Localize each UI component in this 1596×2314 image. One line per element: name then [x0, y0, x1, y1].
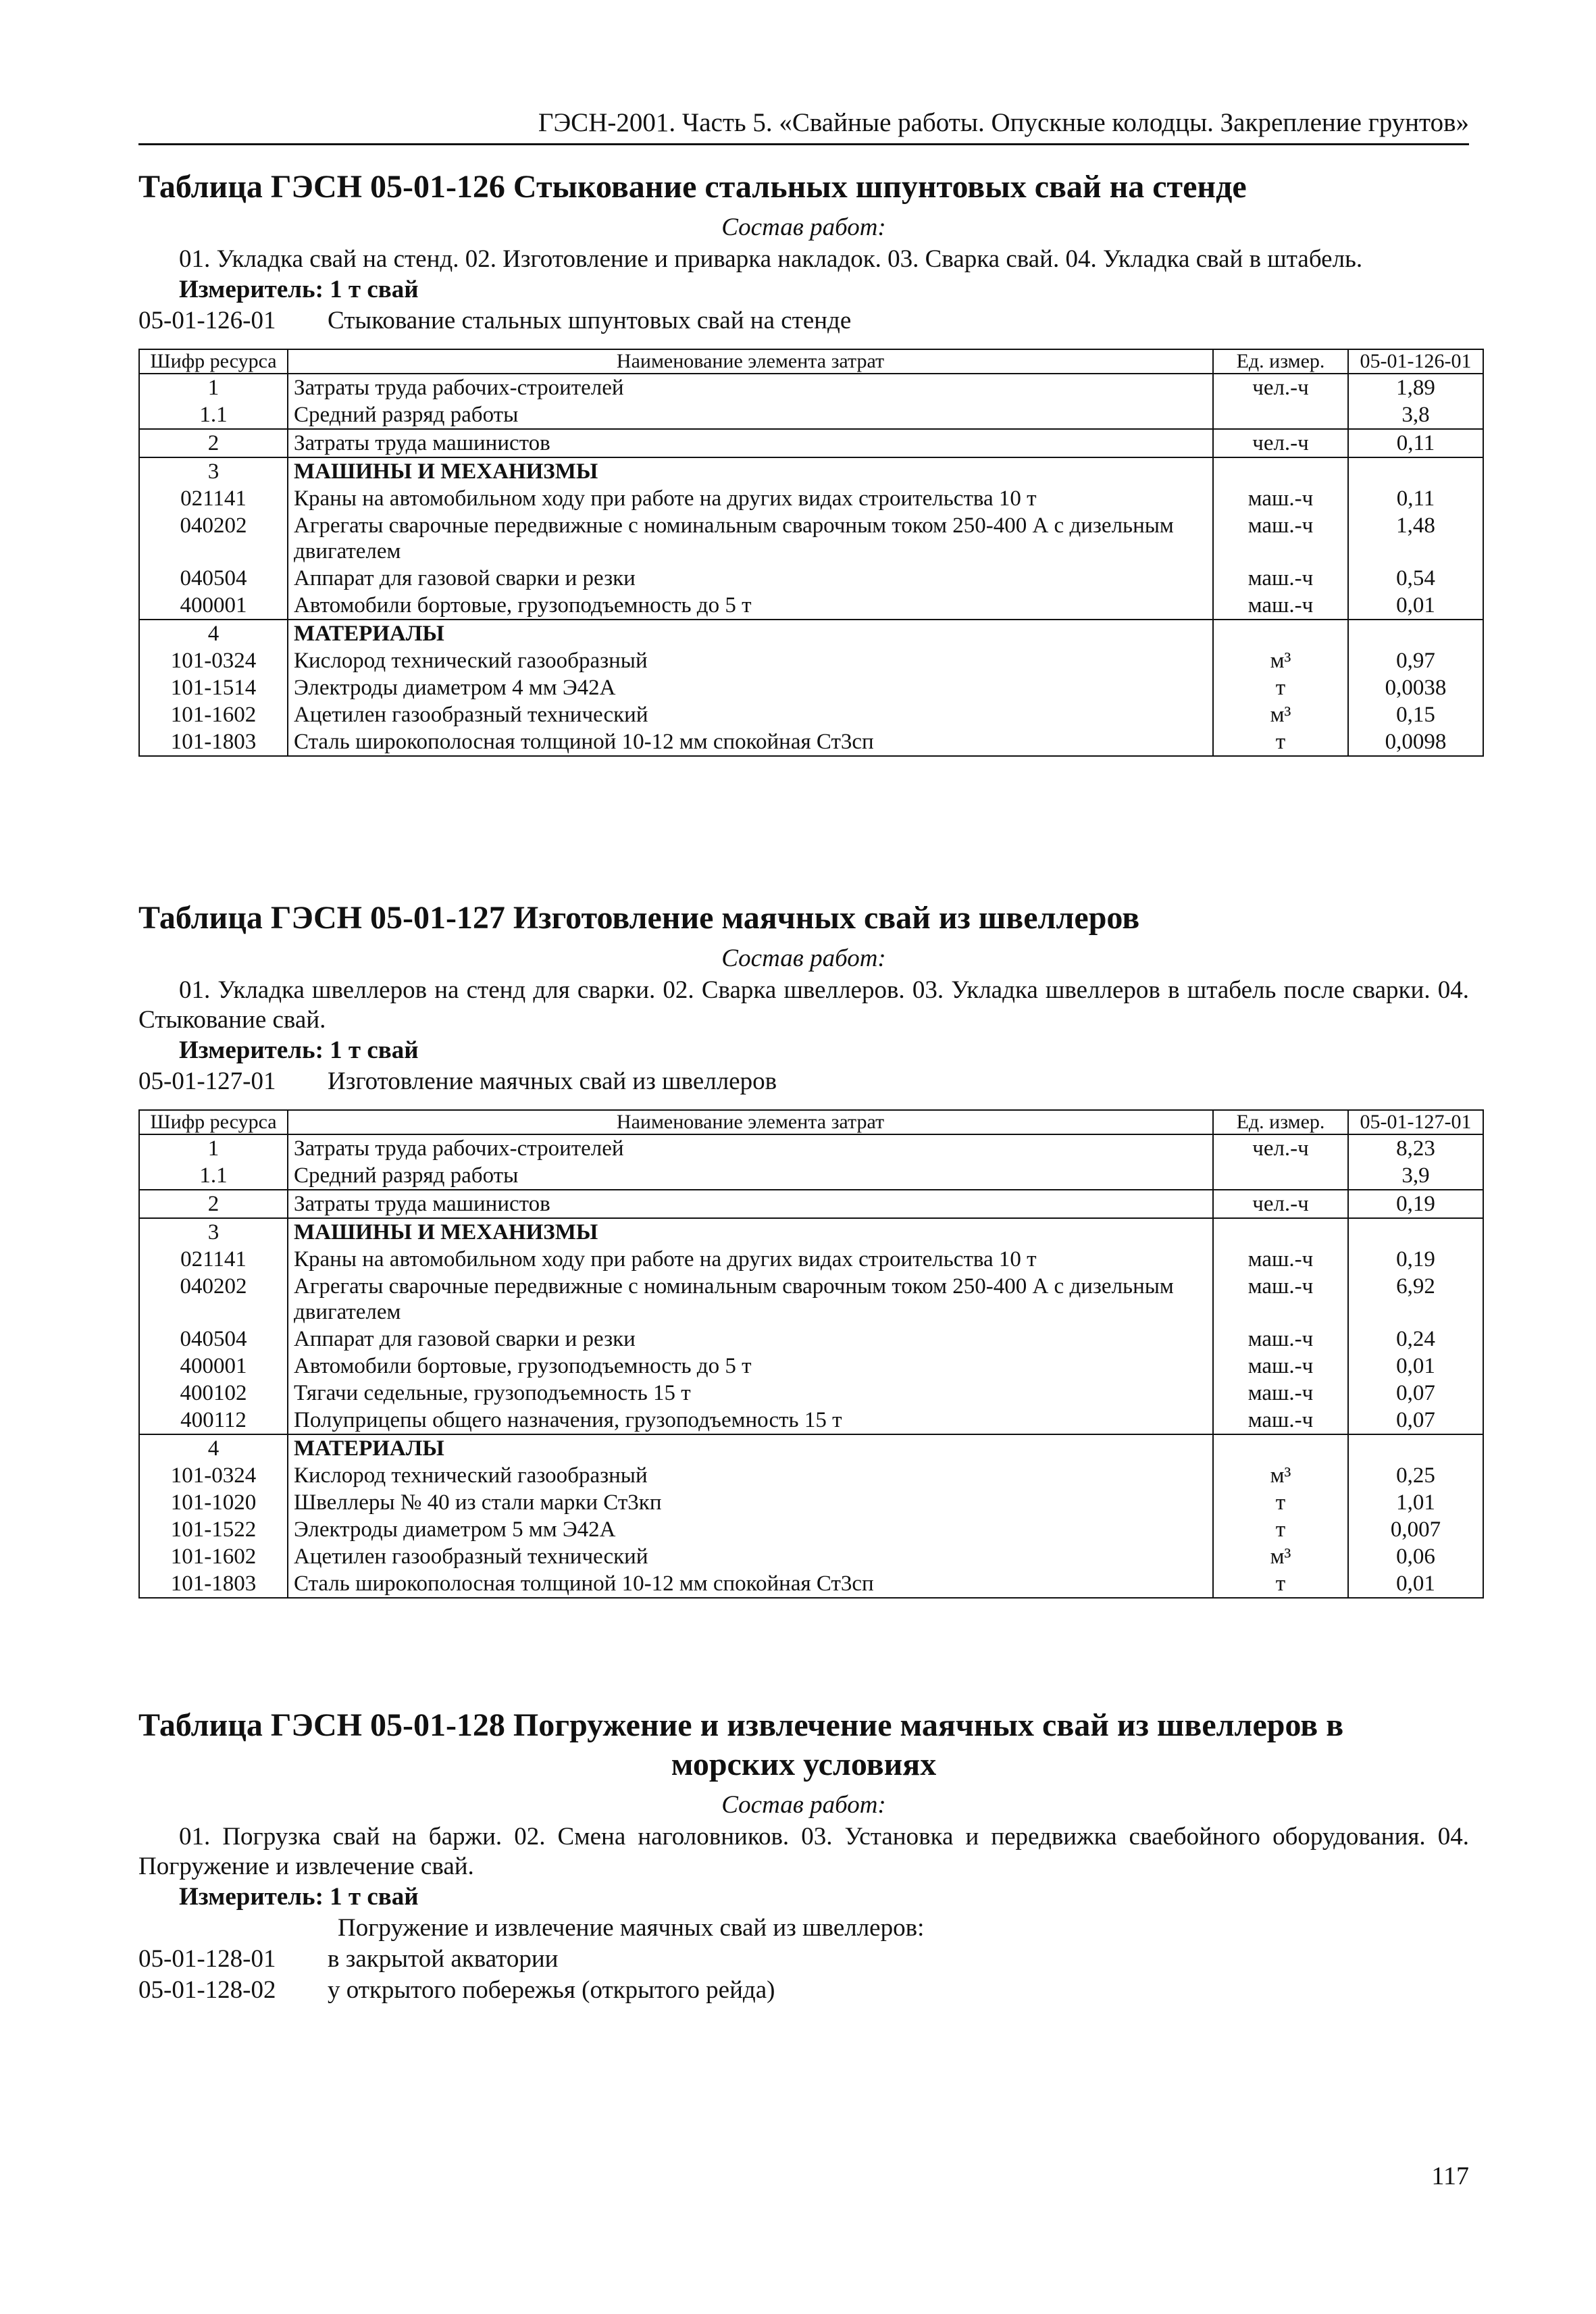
- cell-unit: [1213, 1162, 1348, 1190]
- cell-code: 101-1020: [139, 1489, 288, 1516]
- table-row: [139, 1273, 1483, 1326]
- cell-value: 0,07: [1348, 1407, 1483, 1434]
- cell-unit: м³: [1213, 1462, 1348, 1489]
- cell-unit: маш.-ч: [1213, 1326, 1348, 1353]
- cell-name: Тягачи седельные, грузоподъемность 15 т: [288, 1380, 1213, 1407]
- cell-unit: т: [1213, 1570, 1348, 1598]
- cell-code: 400001: [139, 592, 288, 620]
- norm-code: 05-01-127-01: [138, 1067, 276, 1095]
- table-row: [139, 429, 1483, 457]
- table-row: [139, 1218, 1483, 1246]
- table-row: [139, 1407, 1483, 1434]
- cell-code: 040202: [139, 1273, 288, 1326]
- cell-value: 0,19: [1348, 1190, 1483, 1218]
- table-row: [139, 592, 1483, 620]
- cell-name: Агрегаты сварочные передвижные с номинальным сварочным током 250-400 А с дизельным двигателем: [288, 512, 1213, 565]
- cell-code: 4: [139, 620, 288, 647]
- cell-code: 040202: [139, 512, 288, 565]
- table-row: [139, 674, 1483, 701]
- cell-code: 101-1522: [139, 1516, 288, 1543]
- section-title-line2: морских условиях: [671, 1746, 937, 1782]
- norm-section-126: [138, 168, 1472, 757]
- table-row: [139, 620, 1483, 647]
- cell-unit: т: [1213, 1516, 1348, 1543]
- cell-code: 1: [139, 1134, 288, 1162]
- cell-name: Сталь широкополосная толщиной 10-12 мм спокойная Ст3сп: [288, 728, 1213, 756]
- cell-value: 0,54: [1348, 565, 1483, 592]
- table-row: [139, 401, 1483, 429]
- cell-code: 101-1803: [139, 728, 288, 756]
- header-name: Наименование элемента затрат: [288, 349, 1213, 374]
- cell-value: 0,0038: [1348, 674, 1483, 701]
- cell-value: 0,01: [1348, 592, 1483, 620]
- cell-unit: маш.-ч: [1213, 512, 1348, 565]
- table-row: [139, 1462, 1483, 1489]
- resource-table: [138, 1109, 1484, 1599]
- table-row: [139, 728, 1483, 756]
- section-title: Таблица ГЭСН 05-01-126 Стыкование стальных шпунтовых свай на стенде: [138, 169, 1247, 205]
- table-row: [139, 1380, 1483, 1407]
- cell-value: 0,24: [1348, 1326, 1483, 1353]
- table-row: [139, 1516, 1483, 1543]
- table-row: [139, 1570, 1483, 1598]
- cell-code: 400112: [139, 1407, 288, 1434]
- cell-code: 3: [139, 457, 288, 485]
- cell-value: 6,92: [1348, 1273, 1483, 1326]
- table-row: [139, 1326, 1483, 1353]
- cell-name: Средний разряд работы: [288, 1162, 1213, 1190]
- cell-name: Краны на автомобильном ходу при работе на других видах строительства 10 т: [288, 485, 1213, 512]
- cell-code: 400001: [139, 1353, 288, 1380]
- cell-unit: чел.-ч: [1213, 429, 1348, 457]
- cell-name: Средний разряд работы: [288, 401, 1213, 429]
- header-value: 05-01-127-01: [1348, 1110, 1483, 1134]
- cell-name: Полуприцепы общего назначения, грузоподъемность 15 т: [288, 1407, 1213, 1434]
- cell-value: 0,25: [1348, 1462, 1483, 1489]
- cell-unit: чел.-ч: [1213, 1190, 1348, 1218]
- header-value: 05-01-126-01: [1348, 349, 1483, 374]
- norm-code: 05-01-128-01: [138, 1945, 276, 1973]
- table-row: [139, 701, 1483, 728]
- page-number: 117: [1431, 2162, 1469, 2190]
- cell-name: Аппарат для газовой сварки и резки: [288, 565, 1213, 592]
- table-row: [139, 1353, 1483, 1380]
- work-composition-text: 01. Укладка швеллеров на стенд для сварки. 02. Сварка швеллеров. 03. Укладка швеллеров в штабель после сварки. 04. Стыкование свай.: [138, 976, 1469, 1034]
- cell-name: Затраты труда рабочих-строителей: [288, 374, 1213, 401]
- section-title: [138, 1706, 1469, 1784]
- cell-code: 1.1: [139, 401, 288, 429]
- table-header-row: [139, 1110, 1483, 1134]
- cell-value: [1348, 1434, 1483, 1462]
- section-title-line1: Таблица ГЭСН 05-01-128 Погружение и извлечение маячных свай из швеллеров в: [138, 1707, 1344, 1743]
- cell-code: 040504: [139, 565, 288, 592]
- work-composition-heading: Состав работ:: [721, 945, 886, 972]
- norm-group-intro: [138, 1913, 1469, 1944]
- cell-name: Затраты труда машинистов: [288, 429, 1213, 457]
- cell-unit: м³: [1213, 1543, 1348, 1570]
- cell-name: МАШИНЫ И МЕХАНИЗМЫ: [288, 1218, 1213, 1246]
- table-row: [139, 1246, 1483, 1273]
- cell-code: 101-0324: [139, 647, 288, 674]
- cell-code: 040504: [139, 1326, 288, 1353]
- cell-unit: маш.-ч: [1213, 592, 1348, 620]
- cell-name: МАТЕРИАЛЫ: [288, 620, 1213, 647]
- cell-unit: маш.-ч: [1213, 1353, 1348, 1380]
- cell-unit: м³: [1213, 647, 1348, 674]
- cell-value: 3,8: [1348, 401, 1483, 429]
- norm-name: у открытого побережья (открытого рейда): [328, 1976, 775, 2004]
- cell-unit: м³: [1213, 701, 1348, 728]
- cell-value: 1,01: [1348, 1489, 1483, 1516]
- cell-value: 0,0098: [1348, 728, 1483, 756]
- cell-code: 101-1514: [139, 674, 288, 701]
- norm-code-line: [138, 1066, 1469, 1097]
- cell-value: 0,11: [1348, 485, 1483, 512]
- cell-value: 1,89: [1348, 374, 1483, 401]
- norm-name: Изготовление маячных свай из швеллеров: [328, 1067, 777, 1095]
- cell-name: Ацетилен газообразный технический: [288, 1543, 1213, 1570]
- cell-name: Агрегаты сварочные передвижные с номинальным сварочным током 250-400 А с дизельным двигателем: [288, 1273, 1213, 1326]
- table-row: [139, 374, 1483, 401]
- table-row: [139, 647, 1483, 674]
- work-composition-text: 01. Погрузка свай на баржи. 02. Смена наголовников. 03. Установка и передвижка сваебойного оборудования. 04. Погружение и извлечение свай.: [138, 1823, 1469, 1880]
- cell-value: 0,06: [1348, 1543, 1483, 1570]
- table-row: [139, 457, 1483, 485]
- cell-unit: чел.-ч: [1213, 1134, 1348, 1162]
- cell-unit: маш.-ч: [1213, 485, 1348, 512]
- header-code: Шифр ресурса: [139, 349, 288, 374]
- cell-value: 0,15: [1348, 701, 1483, 728]
- cell-code: 2: [139, 1190, 288, 1218]
- work-composition-heading: Состав работ:: [721, 213, 886, 241]
- norm-section-127: [138, 899, 1472, 1599]
- cell-value: [1348, 620, 1483, 647]
- section-title: Таблица ГЭСН 05-01-127 Изготовление маячных свай из швеллеров: [138, 900, 1140, 936]
- cell-unit: [1213, 401, 1348, 429]
- cell-unit: чел.-ч: [1213, 374, 1348, 401]
- cell-code: 101-1602: [139, 1543, 288, 1570]
- cell-code: 101-1602: [139, 701, 288, 728]
- cell-value: 3,9: [1348, 1162, 1483, 1190]
- table-row: [139, 1162, 1483, 1190]
- table-row: [139, 512, 1483, 565]
- norm-section-128: [138, 1706, 1469, 2006]
- header-unit: Ед. измер.: [1213, 1110, 1348, 1134]
- norm-code-line: [138, 305, 1469, 336]
- cell-name: МАТЕРИАЛЫ: [288, 1434, 1213, 1462]
- cell-code: 101-1803: [139, 1570, 288, 1598]
- cell-name: Сталь широкополосная толщиной 10-12 мм спокойная Ст3сп: [288, 1570, 1213, 1598]
- table-row: [139, 1543, 1483, 1570]
- table-row: [139, 565, 1483, 592]
- cell-name: Электроды диаметром 4 мм Э42А: [288, 674, 1213, 701]
- resource-table: [138, 349, 1484, 757]
- cell-name: Аппарат для газовой сварки и резки: [288, 1326, 1213, 1353]
- cell-name: Затраты труда рабочих-строителей: [288, 1134, 1213, 1162]
- cell-name: Швеллеры № 40 из стали марки Ст3кп: [288, 1489, 1213, 1516]
- cell-value: 0,01: [1348, 1570, 1483, 1598]
- cell-name: Кислород технический газообразный: [288, 647, 1213, 674]
- table-row: [139, 485, 1483, 512]
- cell-name: Затраты труда машинистов: [288, 1190, 1213, 1218]
- cell-unit: т: [1213, 674, 1348, 701]
- cell-value: 8,23: [1348, 1134, 1483, 1162]
- cell-unit: маш.-ч: [1213, 1407, 1348, 1434]
- cell-name: Кислород технический газообразный: [288, 1462, 1213, 1489]
- cell-code: 4: [139, 1434, 288, 1462]
- cell-value: [1348, 457, 1483, 485]
- norm-group-name: Погружение и извлечение маячных свай из швеллеров:: [338, 1914, 925, 1942]
- cell-unit: маш.-ч: [1213, 1380, 1348, 1407]
- cell-value: [1348, 1218, 1483, 1246]
- table-body: [139, 1134, 1483, 1598]
- cell-name: Автомобили бортовые, грузоподъемность до 5 т: [288, 592, 1213, 620]
- table-row: [139, 1489, 1483, 1516]
- cell-unit: маш.-ч: [1213, 1246, 1348, 1273]
- norm-code-line: [138, 1975, 1469, 2006]
- norm-code: 05-01-126-01: [138, 307, 276, 334]
- cell-code: 1: [139, 374, 288, 401]
- cell-unit: т: [1213, 728, 1348, 756]
- norm-name: в закрытой акватории: [328, 1945, 559, 1973]
- cell-value: 0,97: [1348, 647, 1483, 674]
- cell-code: 101-0324: [139, 1462, 288, 1489]
- table-row: [139, 1134, 1483, 1162]
- cell-code: 021141: [139, 485, 288, 512]
- running-header: ГЭСН-2001. Часть 5. «Свайные работы. Опускные колодцы. Закрепление грунтов»: [138, 107, 1469, 145]
- cell-code: 3: [139, 1218, 288, 1246]
- cell-value: 1,48: [1348, 512, 1483, 565]
- cell-unit: т: [1213, 1489, 1348, 1516]
- cell-value: 0,11: [1348, 429, 1483, 457]
- work-composition-heading: Состав работ:: [721, 1791, 886, 1819]
- cell-code: 400102: [139, 1380, 288, 1407]
- cell-name: Краны на автомобильном ходу при работе на других видах строительства 10 т: [288, 1246, 1213, 1273]
- cell-unit: [1213, 1434, 1348, 1462]
- header-unit: Ед. измер.: [1213, 349, 1348, 374]
- norm-code-line: [138, 1944, 1469, 1975]
- measurement-unit: Измеритель: 1 т свай: [179, 1883, 419, 1911]
- cell-unit: [1213, 1218, 1348, 1246]
- header-code: Шифр ресурса: [139, 1110, 288, 1134]
- header-name: Наименование элемента затрат: [288, 1110, 1213, 1134]
- table-row: [139, 1434, 1483, 1462]
- cell-code: 1.1: [139, 1162, 288, 1190]
- cell-unit: маш.-ч: [1213, 1273, 1348, 1326]
- measurement-unit: Измеритель: 1 т свай: [179, 1036, 419, 1064]
- norm-name: Стыкование стальных шпунтовых свай на стенде: [328, 307, 852, 334]
- cell-name: МАШИНЫ И МЕХАНИЗМЫ: [288, 457, 1213, 485]
- table-body: [139, 374, 1483, 756]
- cell-name: Электроды диаметром 5 мм Э42А: [288, 1516, 1213, 1543]
- cell-code: 021141: [139, 1246, 288, 1273]
- cell-unit: [1213, 620, 1348, 647]
- cell-name: Автомобили бортовые, грузоподъемность до 5 т: [288, 1353, 1213, 1380]
- cell-code: 2: [139, 429, 288, 457]
- cell-unit: [1213, 457, 1348, 485]
- cell-value: 0,01: [1348, 1353, 1483, 1380]
- cell-unit: маш.-ч: [1213, 565, 1348, 592]
- cell-value: 0,19: [1348, 1246, 1483, 1273]
- cell-name: Ацетилен газообразный технический: [288, 701, 1213, 728]
- norm-code: 05-01-128-02: [138, 1976, 276, 2004]
- cell-value: 0,07: [1348, 1380, 1483, 1407]
- table-header-row: [139, 349, 1483, 374]
- table-row: [139, 1190, 1483, 1218]
- work-composition-text: 01. Укладка свай на стенд. 02. Изготовление и приварка накладок. 03. Сварка свай. 04. Укладка свай в штабель.: [179, 245, 1363, 273]
- cell-value: 0,007: [1348, 1516, 1483, 1543]
- measurement-unit: Измеритель: 1 т свай: [179, 276, 419, 303]
